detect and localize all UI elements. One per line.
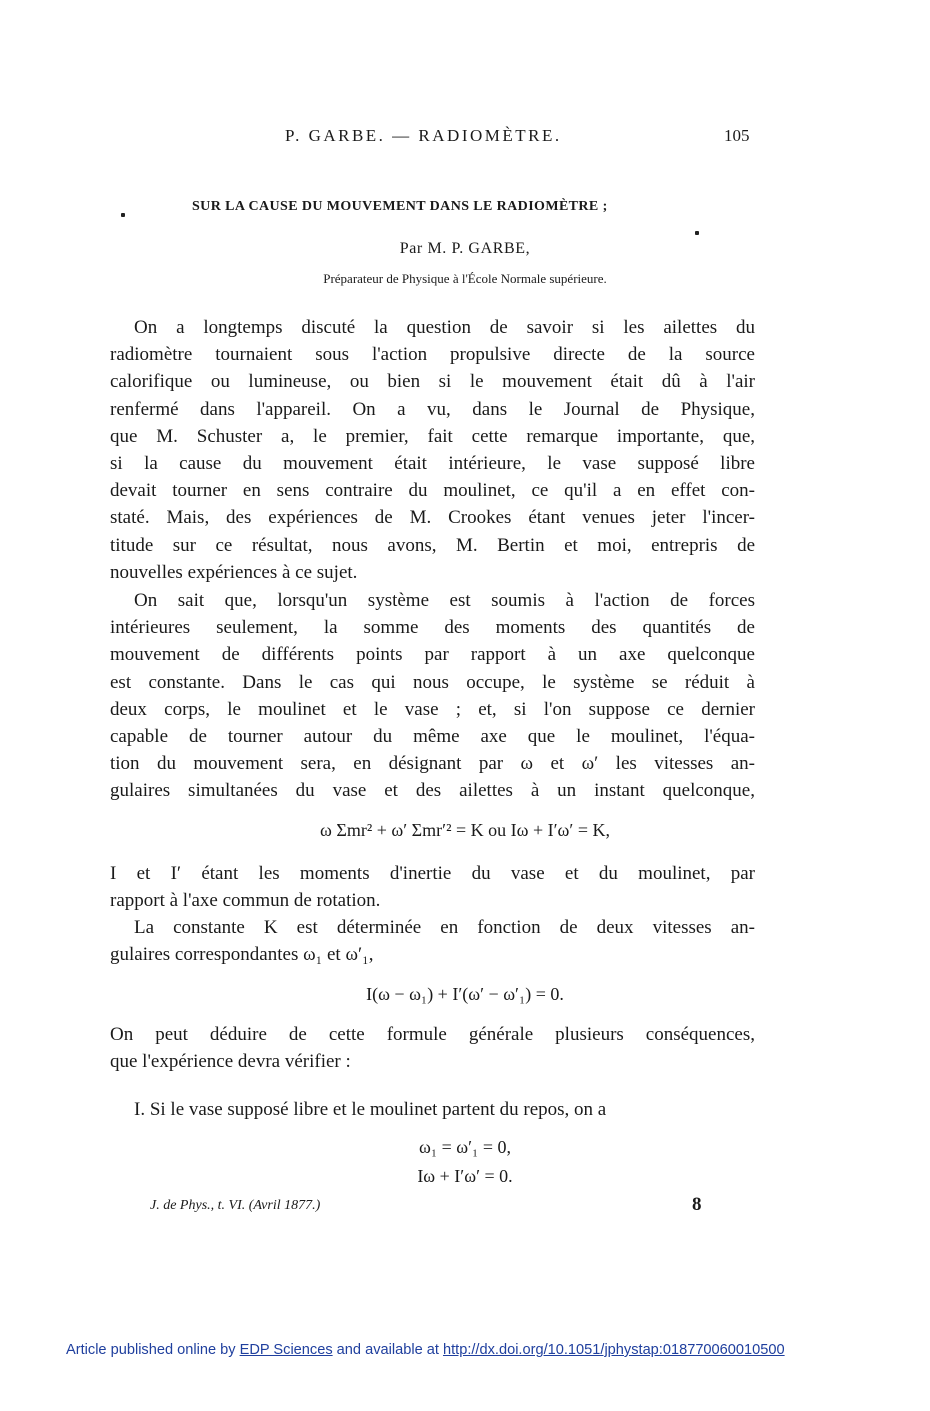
text-line: tion du mouvement sera, en désignant par ω et ω′ les vitesses an-: [110, 753, 755, 775]
paragraph-2: [110, 587, 755, 805]
text-line: staté. Mais, des expériences de M. Crookes étant venues jeter l'incer-: [110, 507, 755, 529]
equation-4: Iω + I′ω′ = 0.: [417, 1166, 513, 1186]
equation-2: I(ω − ω₁) + I′(ω′ − ω′₁) = 0.: [366, 984, 564, 1004]
text-line: La constante K est déterminée en fonction de deux vitesses an-: [134, 917, 755, 938]
text-line: calorifique ou lumineuse, ou bien si le mouvement était dû à l'air: [110, 371, 755, 393]
text-line: devait tourner en sens contraire du moulinet, ce qu'il a en effet con-: [110, 480, 755, 502]
equation-3: ω₁ = ω′₁ = 0,: [419, 1137, 511, 1157]
scan-speck: [121, 213, 125, 217]
article-title: SUR LA CAUSE DU MOUVEMENT DANS LE RADIOMÈTRE ;: [192, 199, 608, 214]
article-author: Par M. P. GARBE,: [399, 240, 531, 257]
publisher-link[interactable]: EDP Sciences: [239, 1342, 333, 1358]
text-line: que M. Schuster a, le premier, fait cette remarque importante, que,: [110, 425, 755, 447]
signature-mark: 8: [692, 1194, 702, 1215]
text-line: gulaires simultanées du vase et des ailettes à un instant quelconque,: [110, 780, 755, 802]
page-number: 105: [724, 126, 750, 145]
text-line: nouvelles expériences à ce sujet.: [110, 561, 358, 583]
publisher-note-prefix: Article published online by: [66, 1342, 240, 1358]
scan-speck: [695, 231, 699, 235]
text-line: intérieures seulement, la somme des moments des quantités de: [110, 617, 755, 639]
publisher-note: [66, 1342, 785, 1358]
journal-reference: J. de Phys., t. VI. (Avril 1877.): [150, 1198, 321, 1213]
text-line: On peut déduire de cette formule générale plusieurs conséquences,: [110, 1024, 755, 1045]
text-line: titude sur ce résultat, nous avons, M. Bertin et moi, entrepris de: [110, 534, 755, 556]
text-line: capable de tourner autour du même axe que le moulinet, l'équa-: [110, 725, 755, 747]
text-line: On sait que, lorsqu'un système est soumis à l'action de forces: [134, 590, 755, 611]
running-head: P. GARBE. — RADIOMÈTRE.: [285, 126, 562, 145]
text-line: est constante. Dans le cas qui nous occupe, le système se réduit à: [110, 671, 755, 693]
text-line: gulaires correspondantes ω₁ et ω′₁,: [110, 944, 374, 966]
text-line: mouvement de différents points par rapport à un axe quelconque: [110, 644, 755, 666]
text-line: On a longtemps discuté la question de savoir si les ailettes du: [134, 317, 755, 338]
text-line: que l'expérience devra vérifier :: [110, 1051, 351, 1073]
paragraph-1: [110, 314, 755, 586]
paragraph-6: [110, 1096, 755, 1123]
publisher-note-middle: and available at: [332, 1342, 443, 1358]
text-line: renfermé dans l'appareil. On a vu, dans le Journal de Physique,: [110, 398, 755, 420]
doi-link[interactable]: http://dx.doi.org/10.1051/jphystap:018770060010500: [442, 1342, 785, 1358]
paragraph-3: [110, 860, 755, 914]
paragraph-5: [110, 1021, 755, 1075]
text-line: si la cause du mouvement était intérieure, le vase supposé libre: [110, 452, 755, 474]
text-line: radiomètre tournaient sous l'action propulsive directe de la source: [110, 344, 755, 366]
equation-1: ω Σmr² + ω′ Σmr′² = K ou Iω + I′ω′ = K,: [320, 820, 610, 840]
author-affiliation: Préparateur de Physique à l'École Normale supérieure.: [323, 271, 607, 286]
text-line: rapport à l'axe commun de rotation.: [110, 890, 381, 912]
paragraph-4: [110, 914, 755, 968]
text-line: I et I′ étant les moments d'inertie du vase et du moulinet, par: [110, 863, 755, 884]
text-line: I. Si le vase supposé libre et le moulinet partent du repos, on a: [134, 1099, 607, 1120]
text-line: deux corps, le moulinet et le vase ; et, si l'on suppose ce dernier: [110, 698, 755, 720]
